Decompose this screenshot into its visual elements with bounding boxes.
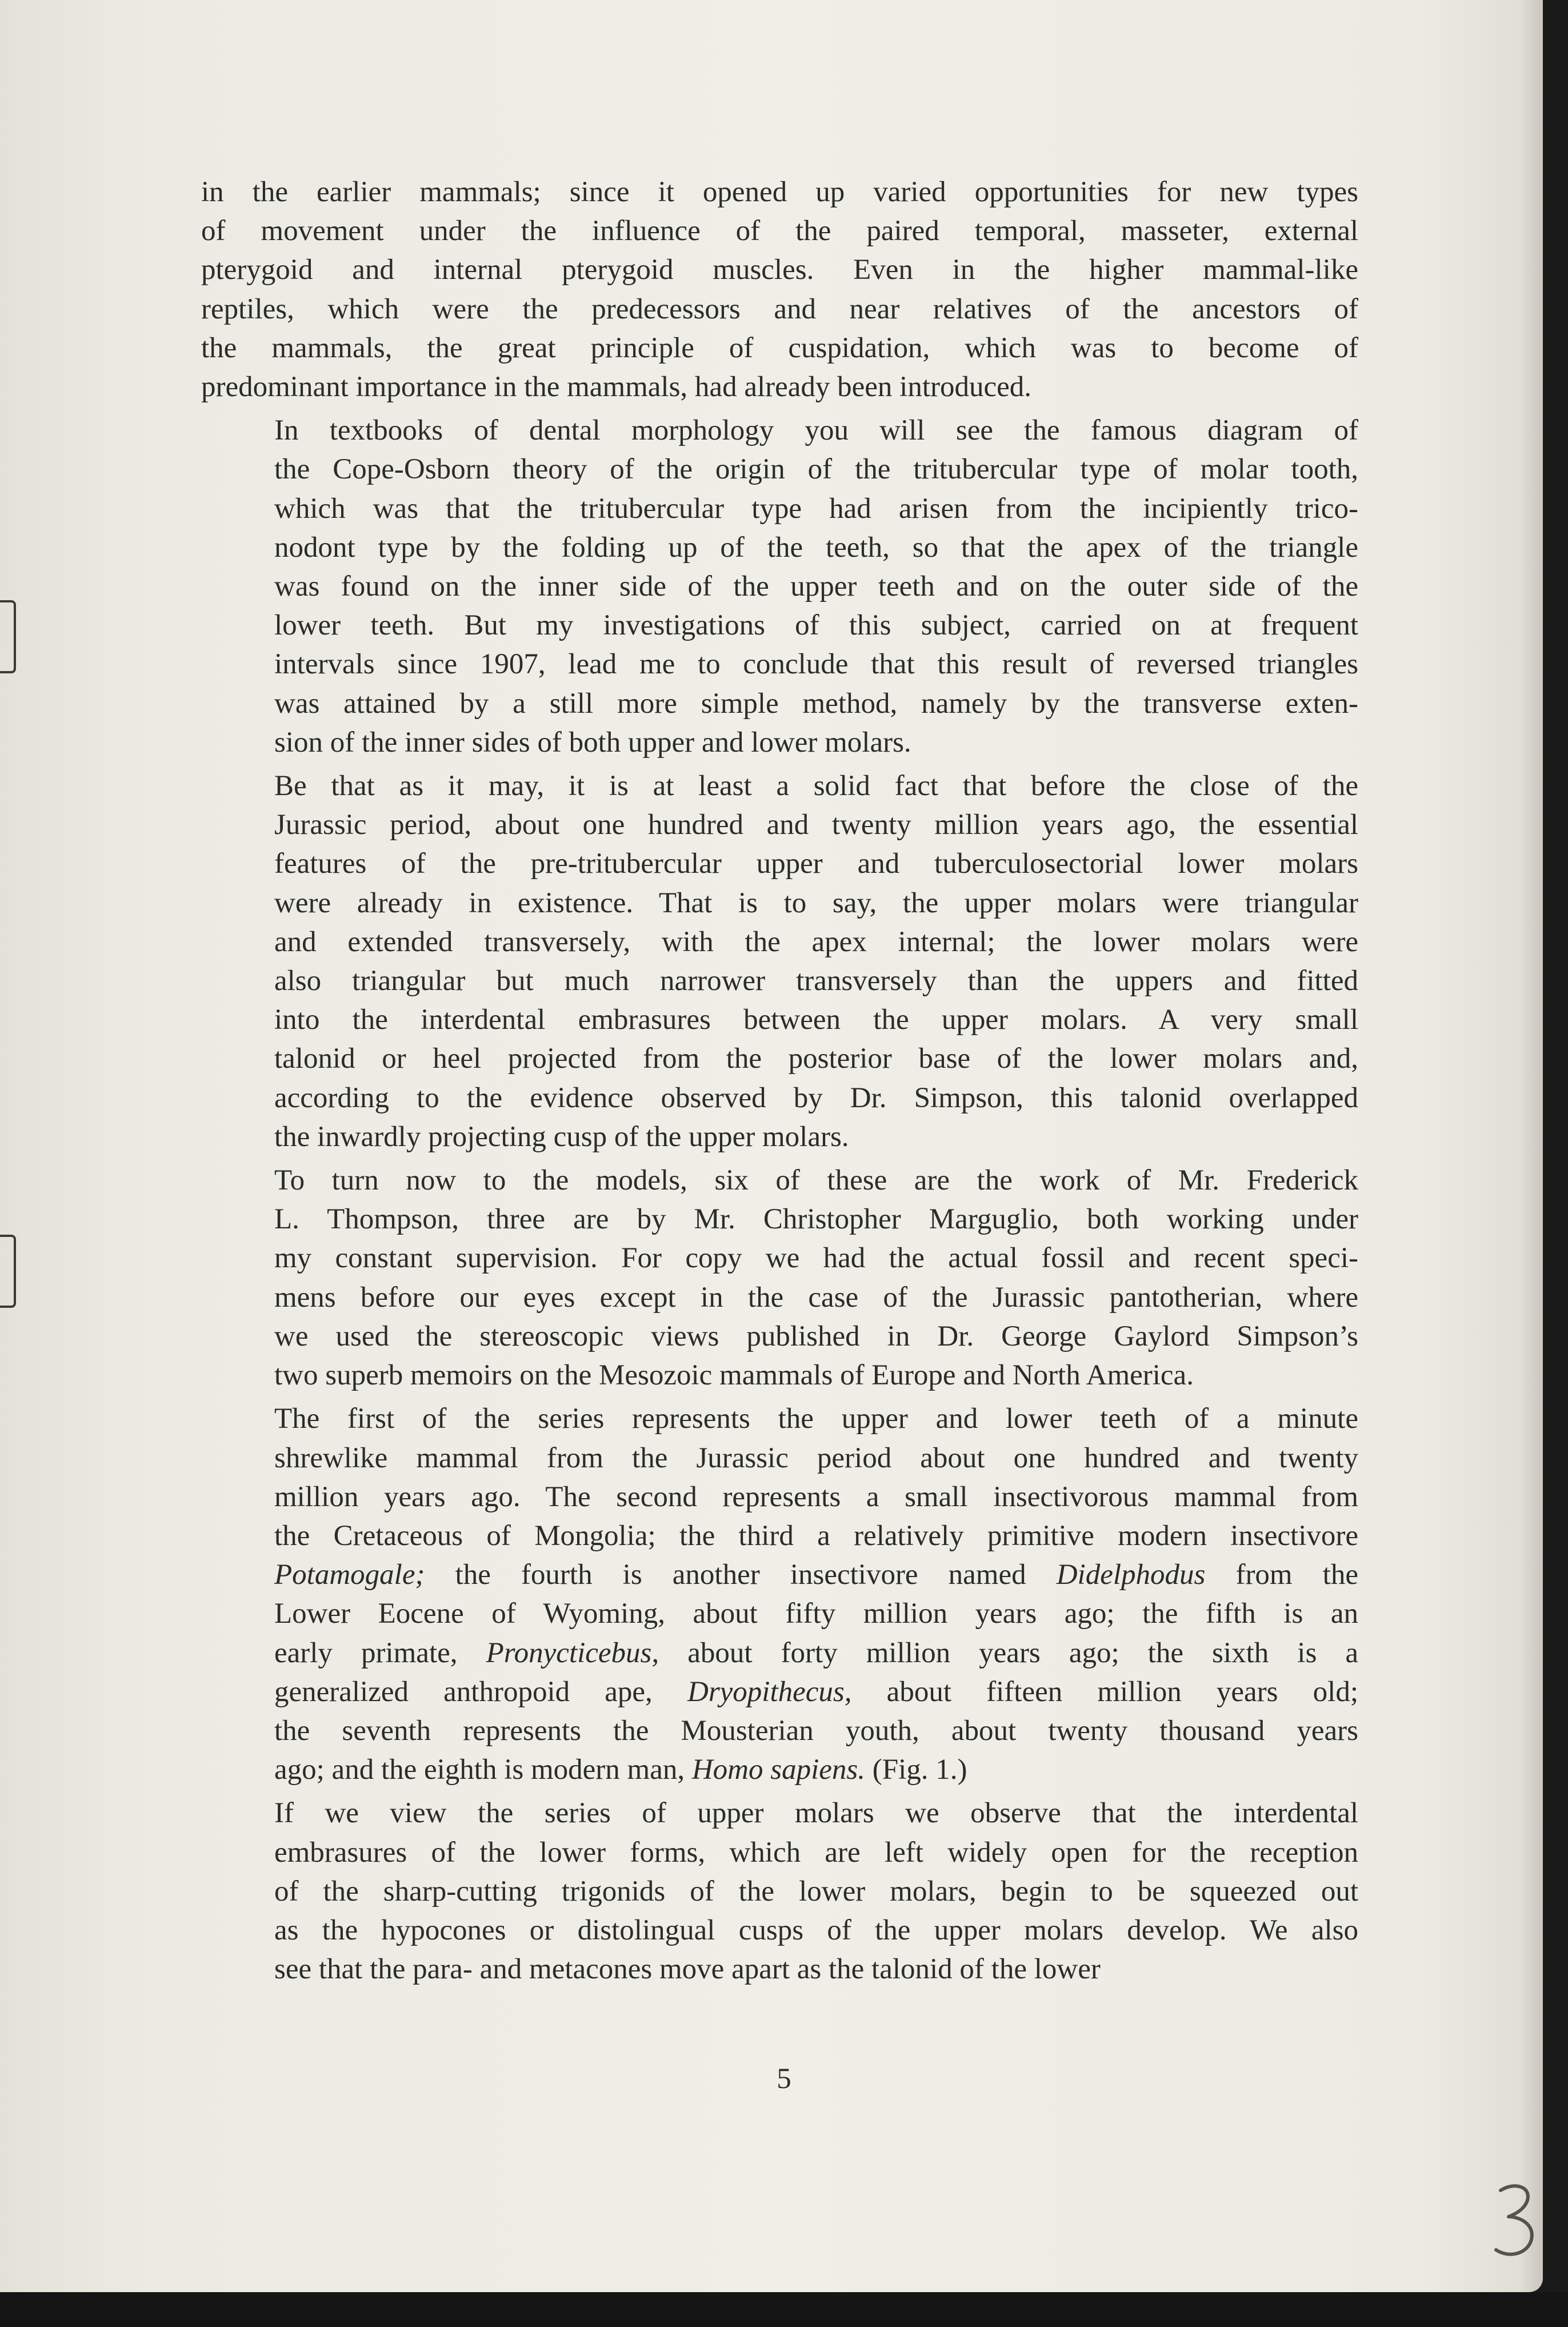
- text-line: of movement under the influence of the paired temporal, masseter, external: [201, 215, 1358, 248]
- text-line: reptiles, which were the predecessors and near relatives of the ancestors of: [201, 293, 1358, 325]
- italic-term: Dryopithecus,: [687, 1675, 852, 1708]
- text-line: pterygoid and internal pterygoid muscles. Even in the higher mammal-like: [201, 254, 1358, 286]
- text-line: features of the pre-tritubercular upper and tuberculosectorial lower molars: [274, 848, 1358, 880]
- text-line: into the interdental embrasures between the upper molars. A very small: [274, 1004, 1358, 1036]
- text-line: my constant supervision. For copy we had the actual fossil and recent speci-: [274, 1242, 1358, 1275]
- paragraph: [201, 173, 1358, 406]
- text-line: was attained by a still more simple method, namely by the transverse exten-: [274, 687, 1358, 720]
- text-line: If we view the series of upper molars we observe that the interdental: [274, 1797, 1358, 1830]
- text-line: generalized anthropoid ape, Dryopithecus, about fifteen million years old;: [274, 1675, 1358, 1708]
- text-line: L. Thompson, three are by Mr. Christopher Marguglio, both working under: [274, 1203, 1358, 1236]
- text-line: as the hypocones or distolingual cusps of the upper molars develop. We also: [274, 1914, 1358, 1946]
- text-line: in the earlier mammals; since it opened up varied opportunities for new types: [201, 176, 1358, 208]
- text-line: early primate, Pronycticebus, about forty million years ago; the sixth is a: [274, 1637, 1358, 1669]
- text-line: the seventh represents the Mousterian youth, about twenty thousand years: [274, 1714, 1358, 1747]
- text-line: the inwardly projecting cusp of the upper molars.: [274, 1120, 849, 1153]
- text-line: sion of the inner sides of both upper and lower molars.: [274, 726, 911, 759]
- italic-term: Didelphodus: [1056, 1559, 1206, 1591]
- text-line: lower teeth. But my investigations of this subject, carried on at frequent: [274, 609, 1358, 642]
- paragraph: [201, 1161, 1358, 1395]
- text-line: shrewlike mammal from the Jurassic period about one hundred and twenty: [274, 1442, 1358, 1474]
- text-line: ago; and the eighth is modern man, Homo sapiens. (Fig. 1.): [274, 1754, 967, 1786]
- text-line: also triangular but much narrower transversely than the uppers and fitted: [274, 965, 1358, 997]
- text-line: we used the stereoscopic views published in Dr. George Gaylord Simpson’s: [274, 1320, 1358, 1352]
- text-line: In textbooks of dental morphology you will see the famous diagram of: [274, 414, 1358, 447]
- paragraph: [201, 1399, 1358, 1789]
- text-line: embrasures of the lower forms, which are left widely open for the reception: [274, 1836, 1358, 1869]
- text-line: of the sharp-cutting trigonids of the lower molars, begin to be squeezed out: [274, 1875, 1358, 1907]
- text-line: two superb memoirs on the Mesozoic mammals of Europe and North America.: [274, 1359, 1194, 1392]
- paragraph: [201, 1794, 1358, 1989]
- italic-term: Potamogale;: [274, 1559, 425, 1591]
- handwritten-page-mark: [1483, 2178, 1543, 2264]
- page-number: 5: [777, 2063, 791, 2095]
- text-line: the Cretaceous of Mongolia; the third a relatively primitive modern insectivore: [274, 1519, 1358, 1552]
- text-line: the mammals, the great principle of cuspidation, which was to become of: [201, 332, 1358, 364]
- page-bottom-shadow: [0, 2292, 1568, 2327]
- text-line: Potamogale; the fourth is another insectivore named Didelphodus from the: [274, 1559, 1358, 1591]
- text-line: Be that as it may, it is at least a solid fact that before the close of the: [274, 770, 1358, 803]
- text-line: Jurassic period, about one hundred and twenty million years ago, the essential: [274, 809, 1358, 841]
- text-line: was found on the inner side of the upper teeth and on the outer side of the: [274, 570, 1358, 603]
- text-line: nodont type by the folding up of the teeth, so that the apex of the triangle: [274, 531, 1358, 564]
- binding-mark-lower: [0, 1235, 16, 1308]
- body-text: [201, 173, 1358, 1993]
- text-line: million years ago. The second represents a small insectivorous mammal from: [274, 1480, 1358, 1513]
- text-line: predominant importance in the mammals, had already been introduced.: [201, 371, 1032, 404]
- text-line: intervals since 1907, lead me to conclude that this result of reversed triangles: [274, 648, 1358, 681]
- text-line: and extended transversely, with the apex internal; the lower molars were: [274, 925, 1358, 958]
- text-line: To turn now to the models, six of these are the work of Mr. Frederick: [274, 1164, 1358, 1197]
- text-line: which was that the tritubercular type had arisen from the incipiently trico-: [274, 492, 1358, 525]
- binding-mark-upper: [0, 600, 16, 673]
- paragraph: [201, 411, 1358, 762]
- text-line: were already in existence. That is to say, the upper molars were triangular: [274, 887, 1358, 919]
- text-line: talonid or heel projected from the posterior base of the lower molars and,: [274, 1043, 1358, 1075]
- text-line: see that the para- and metacones move apart as the talonid of the lower: [274, 1953, 1101, 1986]
- italic-term: Homo sapiens.: [691, 1754, 866, 1786]
- paragraph: [201, 767, 1358, 1156]
- text-line: mens before our eyes except in the case of the Jurassic pantotherian, where: [274, 1281, 1358, 1314]
- italic-term: Pronycticebus,: [486, 1637, 659, 1669]
- text-line: The first of the series represents the upper and lower teeth of a minute: [274, 1403, 1358, 1435]
- text-line: Lower Eocene of Wyoming, about fifty million years ago; the fifth is an: [274, 1598, 1358, 1630]
- text-line: the Cope-Osborn theory of the origin of the tritubercular type of molar tooth,: [274, 453, 1358, 486]
- text-line: according to the evidence observed by Dr. Simpson, this talonid overlapped: [274, 1081, 1358, 1114]
